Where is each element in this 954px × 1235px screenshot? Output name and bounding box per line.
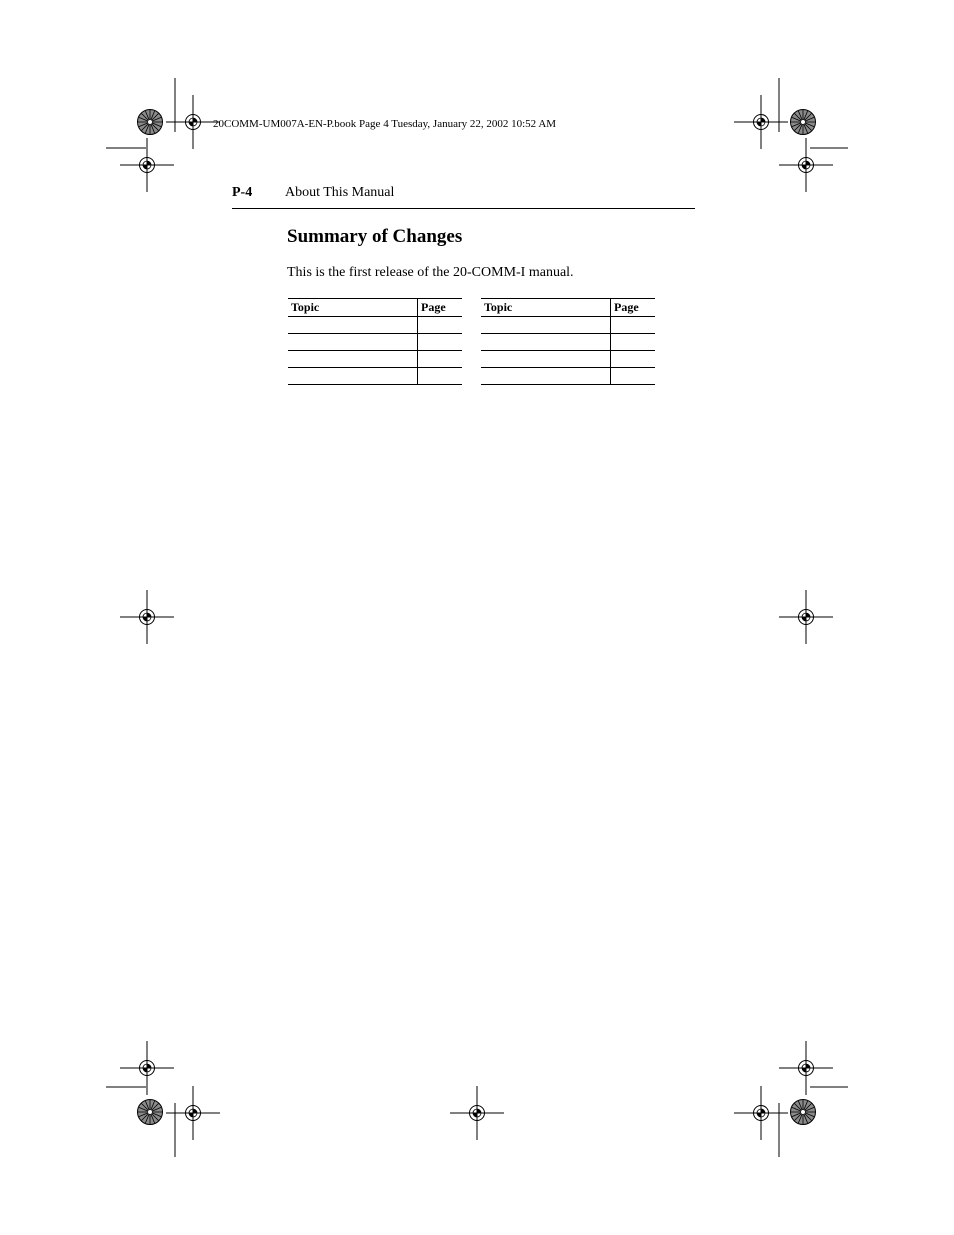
- topic-cell: [481, 351, 611, 368]
- registration-mark-icon: [734, 95, 788, 149]
- topic-cell: [288, 368, 418, 385]
- registration-mark-icon: [779, 138, 833, 192]
- page-cell: [418, 351, 463, 368]
- table-row: [481, 351, 655, 368]
- star-target-icon: [791, 110, 816, 135]
- table-row: [288, 351, 462, 368]
- page-number: P-4: [232, 185, 253, 200]
- table-header-row: [288, 299, 462, 317]
- registration-mark-icon: [120, 590, 174, 644]
- page-cell: [611, 351, 656, 368]
- topic-cell: [288, 317, 418, 334]
- table-row: [288, 334, 462, 351]
- table-row: [481, 334, 655, 351]
- changes-table-left: [288, 298, 462, 385]
- page-cell: [611, 368, 656, 385]
- running-title: About This Manual: [285, 185, 395, 200]
- star-target-icon: [138, 1100, 163, 1125]
- page-cell: [418, 317, 463, 334]
- topic-cell: [481, 334, 611, 351]
- registration-mark-icon: [734, 1086, 788, 1140]
- registration-mark-icon: [166, 1086, 220, 1140]
- column-header-topic: Topic: [481, 299, 611, 317]
- table-row: [481, 368, 655, 385]
- section-intro: This is the first release of the 20-COMM-I manual.: [287, 265, 574, 280]
- table-row: [481, 317, 655, 334]
- topic-cell: [481, 317, 611, 334]
- topic-cell: [481, 368, 611, 385]
- table-row: [288, 317, 462, 334]
- registration-mark-icon: [450, 1086, 504, 1140]
- page-header: [232, 185, 695, 209]
- star-target-icon: [791, 1100, 816, 1125]
- table-row: [288, 368, 462, 385]
- column-header-page: Page: [611, 299, 656, 317]
- registration-mark-icon: [120, 138, 174, 192]
- star-target-icon: [138, 110, 163, 135]
- print-slug: 20COMM-UM007A-EN-P.book Page 4 Tuesday, January 22, 2002 10:52 AM: [213, 118, 557, 130]
- topic-cell: [288, 334, 418, 351]
- crop-marks: [106, 78, 848, 1157]
- column-header-page: Page: [418, 299, 463, 317]
- column-header-topic: Topic: [288, 299, 418, 317]
- registration-mark-icon: [779, 590, 833, 644]
- page-cell: [418, 368, 463, 385]
- page-cell: [611, 317, 656, 334]
- page-cell: [611, 334, 656, 351]
- topic-cell: [288, 351, 418, 368]
- section-title: Summary of Changes: [287, 226, 463, 247]
- registration-mark-icon: [166, 95, 220, 149]
- page-cell: [418, 334, 463, 351]
- table-header-row: [481, 299, 655, 317]
- changes-table-right: [481, 298, 655, 385]
